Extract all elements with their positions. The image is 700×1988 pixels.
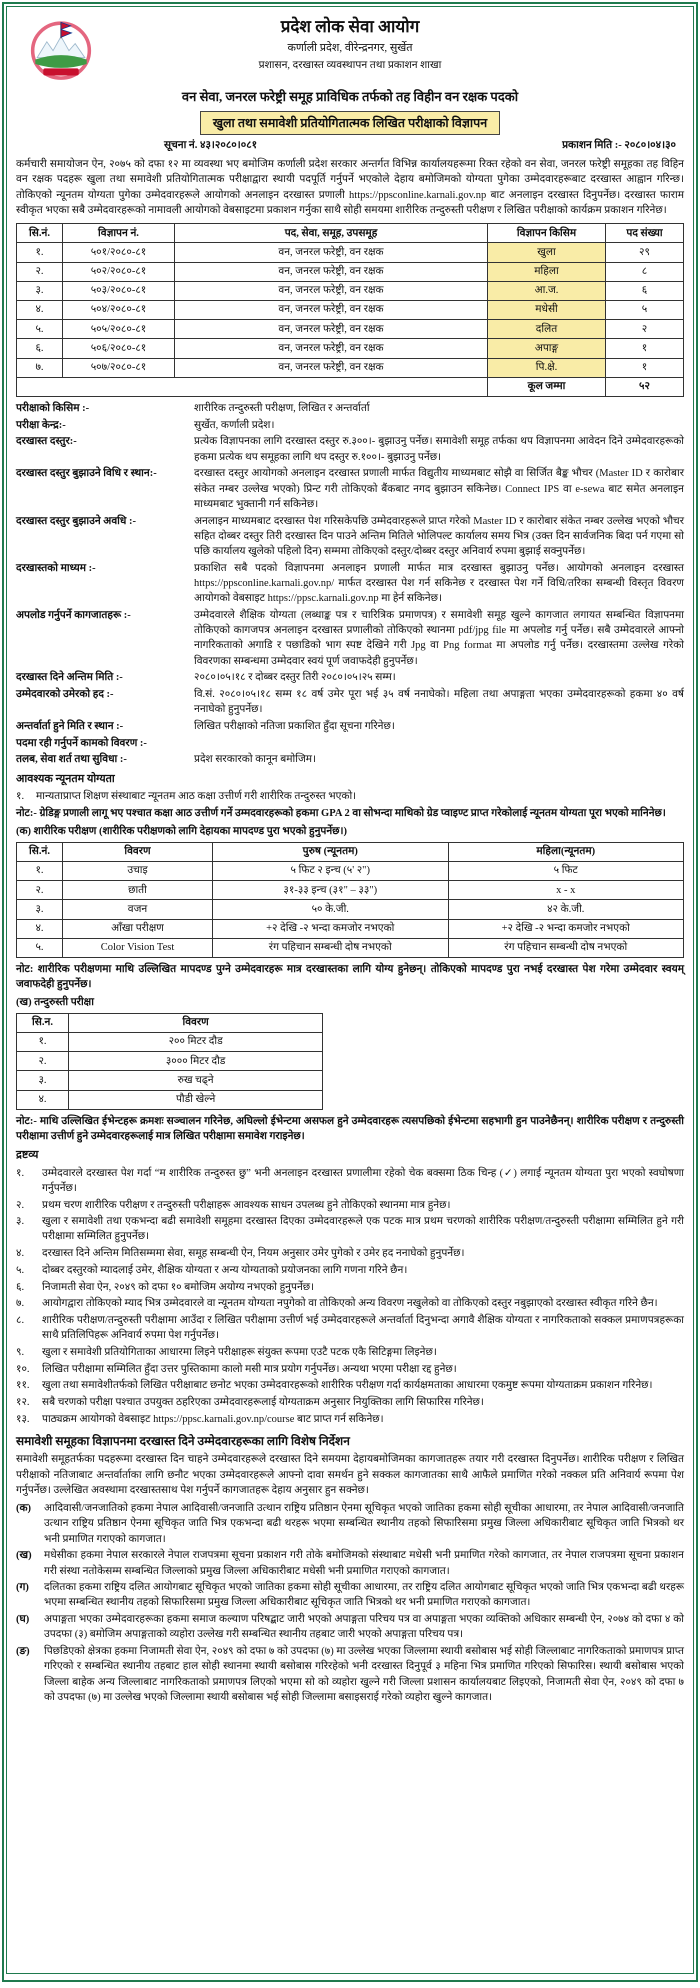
item-label: दरखास्त दस्तुर बुझाउने विधि र स्थान:-	[16, 468, 157, 480]
table-cell: ३.	[17, 281, 63, 300]
remark-item	[16, 1246, 684, 1261]
qualification-items	[16, 789, 684, 804]
table-cell: २	[606, 320, 684, 339]
table-cell: ३१-३३ इन्च (३१" – ३३")	[213, 881, 449, 900]
table-cell: ३००० मिटर दौड	[69, 1052, 323, 1071]
table-cell: ७.	[17, 358, 63, 377]
item-label: दरखास्तको माध्यम :-	[16, 562, 96, 574]
table-row	[17, 919, 684, 938]
document-page	[6, 6, 694, 1974]
item-text: लिखित परीक्षाको नतिजा प्रकाशित हुँदा सूचना गरिनेछ।	[194, 720, 395, 732]
remark-item	[16, 1378, 684, 1393]
remarks-list	[16, 1166, 684, 1428]
table-row	[17, 281, 684, 300]
qualification-note: नोट:- ग्रेडिङ्ग प्रणाली लागू भए पश्चात कक्षा आठ उत्तीर्ण गर्ने उम्मदवारहरूको हकमा GPA 2 वा सोभन्दा माथिको ग्रेड प्वाइण्ट प्राप्त गरेकोलाई न्यूनतम योग्यता पूरा भएको मानिनेछ।	[16, 808, 666, 820]
item-text: खुला तथा समावेशीतर्फको लिखित परीक्षाबाट छनोट भएका उम्मेदवारहरूको शारीरिक परीक्षण गर्दा कार्यक्षमताका आधारमा एकमुष्ट रूपमा योग्यताक्रम प्रकाशन गरिनेछ।	[42, 1380, 653, 1392]
item-label: १.	[16, 791, 25, 802]
item-text: दरखास्त दस्तुर आयोगको अनलाइन दरखास्त प्रणाली मार्फत विद्युतीय माध्यमबाट सोझै वा सिर्जित बैङ्क भौचर (Master ID र कारोबार संकेत नम्बर उल्लेख भएको) प्रिन्ट गरी तोकिएको बैंकबाट नगद बुझाउन सकिनेछ। Connect IPS वा e-sewa बाट समेत अनलाइन माध्यमबाट भुक्तानी गर्न सकिनेछ।	[194, 468, 684, 510]
item-label: ८.	[16, 1315, 25, 1327]
table-cell: ५० के.जी.	[213, 900, 449, 919]
table-cell: खुला	[488, 243, 606, 262]
item-label: ४.	[16, 1248, 25, 1260]
table-cell: १	[606, 339, 684, 358]
table-cell: रुख चढ्ने	[69, 1071, 323, 1090]
table-cell: मधेसी	[488, 300, 606, 319]
table-cell: अपाङ्ग	[488, 339, 606, 358]
table-cell: ५ फिट	[448, 861, 684, 880]
item-label: दरखास्त दस्तुर:-	[16, 436, 77, 448]
table-cell: २.	[17, 881, 63, 900]
table-row	[17, 262, 684, 281]
item-label: (घ)	[16, 1614, 30, 1626]
item-label: ३.	[16, 1216, 25, 1228]
vacancy-table-header-row	[17, 224, 684, 243]
column-header: पद संख्या	[606, 224, 684, 243]
physical-test-table	[16, 842, 684, 958]
column-header: विवरण	[69, 1013, 323, 1032]
table-row	[17, 881, 684, 900]
table-cell: ६.	[17, 339, 63, 358]
item-label: परीक्षा केन्द्र:-	[16, 419, 66, 431]
item-text: शारीरिक तन्दुरुस्ती परीक्षण, लिखित र अन्तर्वार्ता	[194, 403, 370, 415]
item-text: प्रदेश सरकारको कानून बमोजिम।	[194, 754, 317, 766]
table-cell: महिला	[488, 262, 606, 281]
column-header: महिला(न्यूनतम)	[448, 842, 684, 861]
table-cell: आ.ज.	[488, 281, 606, 300]
table-cell: वन, जनरल फरेष्ट्री, वन रक्षक	[175, 281, 488, 300]
table-cell: वन, जनरल फरेष्ट्री, वन रक्षक	[175, 243, 488, 262]
table-cell: ६	[606, 281, 684, 300]
column-header: पुरुष (न्यूनतम)	[213, 842, 449, 861]
item-label: ५.	[16, 1264, 25, 1276]
table-cell: छाती	[63, 881, 213, 900]
item-text: निजामती सेवा ऐन, २०४९ को दफा १० बमोजिम अयोग्य नभएको हुनुपर्नेछ।	[42, 1281, 315, 1293]
table-row	[17, 320, 684, 339]
detail-row	[16, 514, 684, 560]
table-cell: +२ देखि -२ भन्दा कमजोर नभएको	[448, 919, 684, 938]
item-text: दलितका हकमा राष्ट्रिय दलित आयोगबाट सूचिकृत भएको जातिका हकमा सोही सूचीका आधारमा, तर राष्ट्रिय दलित आयोगबाट सूचिकृत भएको जाति भित्र एकभन्दा बढी थरहरू भएमा सम्बन्धित स्थानीय तहको सिफारिसमा प्रमुख जिल्ला अधिकारीबाट सूचिकृत जाति भित्रको थर भनी प्रमाणित गराएको कागजात।	[44, 1582, 684, 1609]
item-text: उम्मेदवारले दरखास्त पेश गर्दा “म शारीरिक तन्दुरुस्त छु” भनी अनलाइन दरखास्त प्रणालीमा रहेको चेक बक्समा ठिक चिन्ह (✓) लगाई न्यूनतम योग्यता पुरा भएको स्वघोषणा गर्नुपर्नेछ।	[42, 1167, 684, 1194]
table-cell: वन, जनरल फरेष्ट्री, वन रक्षक	[175, 300, 488, 319]
item-label: १.	[16, 1167, 25, 1179]
table-cell: ५०१/२०८०-८१	[63, 243, 175, 262]
table-cell: १	[606, 358, 684, 377]
item-text: सबै चरणको परीक्षा पश्चात उपयुक्त ठहरिएका उम्मेदवारहरूलाई योग्यताक्रम अनुसार नियुक्तिका लागि सिफारिस गरिनेछ।	[42, 1397, 484, 1409]
org-branch: प्रशासन, दरखास्त व्यवस्थापन तथा प्रकाशन शाखा	[258, 59, 442, 71]
remark-item	[16, 1214, 684, 1244]
column-header: सि.न.	[17, 1013, 69, 1032]
item-text: सुर्खेत, कर्णाली प्रदेश।	[194, 419, 275, 431]
special-direction-item	[16, 1580, 684, 1610]
special-direction-item	[16, 1501, 684, 1547]
item-text: वि.सं. २०८०।०५।१८ सम्म १८ वर्ष उमेर पूरा भई ३५ वर्ष ननाघेको। महिला तथा अपाङ्गता भएका उम्मेदवारहरूको हकमा ४० वर्ष ननाघेको हुनुपर्नेछ।	[194, 688, 684, 716]
item-text: आयोगद्वारा तोकिएको म्याद भित्र उम्मेदवारले वा न्यूनतम योग्यता नपुगेको वा तोकिएको अन्य विवरण नखुलेको वा तोकिएको दस्तुर नबुझाएको दरखास्त स्वीकृत गरिने छैन।	[42, 1298, 658, 1310]
table-row	[17, 900, 684, 919]
column-header: सि.नं.	[17, 224, 63, 243]
item-label: ११.	[16, 1380, 30, 1392]
header-titles	[16, 15, 684, 73]
remark-item	[16, 1296, 684, 1311]
item-text: २०८०।०५।१८ र दोब्बर दस्तुर तिरी २०८०।०५।२५ सम्म।	[194, 672, 396, 684]
special-direction-item	[16, 1548, 684, 1578]
remark-item	[16, 1395, 684, 1410]
item-label: अन्तर्वार्ता हुने मिति र स्थान :-	[16, 720, 124, 732]
org-address: कर्णाली प्रदेश, वीरेन्द्रनगर, सुर्खेत	[287, 41, 413, 54]
table-cell: ५.	[17, 320, 63, 339]
table-cell: २०० मिटर दौड	[69, 1032, 323, 1051]
table-row	[17, 861, 684, 880]
item-text: प्रकाशित सबै पदको विज्ञापनमा अनलाइन प्रणाली मार्फत मात्र दरखास्त बुझाउनु पर्नेछ। आयोगको अनलाइन दरखास्त https://ppsconline.karnali.gov.np/ मार्फत दरखास्त पेश गर्न सकिनेछ र दरखास्त पेश गर्ने विधि/तरिका सम्बन्धी विस्तृत विवरण आयोगको वेबसाइट https://ppsc.karnali.gov.np मा हेर्न सकिनेछ।	[194, 562, 684, 605]
intro-paragraph: कर्मचारी समायोजन ऐन, २०७५ को दफा १२ मा व्यवस्था भए बमोजिम कर्णाली प्रदेश सरकार अन्तर्गत विभिन्न कार्यालयहरूमा रिक्त रहेको वन सेवा, जनरल फरेष्ट्री समूहका तह विहिन वन रक्षक पदहरू खुला तथा समावेशी प्रतियोगितात्मक परीक्षाद्वारा स्थायी पदपूर्ति गर्नुपर्ने भएकोले देहाय बमोजिमको योग्यता पुगेका उम्मेदवारहरूबाट दरखास्त आह्वान गरिन्छ। तोकिएको न्यूनतम योग्यता पुगेका उम्मेदवारहरूले आयोगको अनलाइन दरखास्त प्रणाली https://ppsconline.karnali.gov.np बाट अनलाइन दरखास्त दिनुपर्नेछ। दरखास्त फाराम स्वीकृत भएका सबै उम्मेदवारहरूको नामावली आयोगको वेबसाइटमा प्रकाशन गर्नुका साथै सोही समयमा शारीरिक तन्दुरुस्ती परीक्षण र लिखित परीक्षाको कार्यक्रम प्रकाशन गरिनेछ।	[16, 159, 684, 216]
detail-row	[16, 719, 684, 734]
table-cell: ४.	[17, 1090, 69, 1109]
item-text: प्रत्येक विज्ञापनका लागि दरखास्त दस्तुर रु.३००।- बुझाउनु पर्नेछ। समावेशी समूह तर्फका थप विज्ञापनमा आवेदन दिने उम्मेदवारहरूको हकमा प्रत्येक थप समूहका लागि थप दस्तुर रु.१००।- बुझाउनु पर्नेछ।	[194, 436, 684, 463]
fitness-test-table	[16, 1013, 323, 1110]
service-title: वन सेवा, जनरल फरेष्ट्री समूह प्राविधिक तर्फको तह विहीन वन रक्षक पदको	[181, 89, 519, 104]
column-header: विज्ञापन नं.	[63, 224, 175, 243]
detail-row	[16, 434, 684, 464]
page-frame	[2, 2, 698, 1982]
item-label: उम्मेदवारको उमेरको हद :-	[16, 688, 114, 700]
table-row	[17, 243, 684, 262]
org-name: प्रदेश लोक सेवा आयोग	[280, 17, 420, 36]
fitness-section-heading: (ख) तन्दुरुस्ती परीक्षा	[16, 997, 94, 1009]
item-label: १३.	[16, 1413, 30, 1425]
item-label: ९.	[16, 1347, 25, 1358]
detail-row	[16, 561, 684, 607]
table-cell: ५०२/२०८०-८१	[63, 262, 175, 281]
item-text: प्रथम चरण शारीरिक परीक्षण र तन्दुरुस्ती परीक्षाहरू आवश्यक साधन उपलब्ध हुने तोकिएको स्थानमा मात्र हुनेछ।	[42, 1199, 451, 1211]
table-cell: वन, जनरल फरेष्ट्री, वन रक्षक	[175, 339, 488, 358]
item-label: २.	[16, 1199, 25, 1211]
item-label: दरखास्त दस्तुर बुझाउने अवधि :-	[16, 515, 136, 527]
table-cell: ५०७/२०८०-८१	[63, 358, 175, 377]
item-text: अपाङ्गता भएका उम्मेदवारहरूका हकमा समाज कल्याण परिषद्बाट जारी भएको अपाङ्गता परिचय पत्र वा अपाङ्गता भएका व्यक्तिको अधिकार सम्बन्धी ऐन, २०७४ को दफा ४ को उपदफा (३) बमोजिम अपाङ्गताको व्यहोरा उल्लेख गरी सम्बन्धित स्थानीय तहबाट जारी भएको अपाङ्गता परिचय पत्र।	[44, 1614, 684, 1641]
table-cell: ५०४/२०८०-८१	[63, 300, 175, 319]
special-directions-heading: समावेशी समूहका विज्ञापनमा दरखास्त दिने उम्मेदवारहरूका लागि विशेष निर्देशन	[16, 1434, 350, 1449]
total-value: ५२	[606, 377, 684, 396]
remark-item	[16, 1362, 684, 1377]
item-text: खुला र समावेशी तथा एकभन्दा बढी समावेशी समूहमा दरखास्त दिएका उम्मेदवारहरूले एक पटक मात्र प्रथम चरणको शारीरिक परीक्षण/तन्दुरुस्ती परीक्षामा सम्मिलित हुने गरी परीक्षामा सम्मिलित हुनुपर्नेछ।	[42, 1216, 684, 1243]
detail-row	[16, 687, 684, 717]
table-cell: आँखा परीक्षण	[63, 919, 213, 938]
table-cell: दलित	[488, 320, 606, 339]
table-cell: Color Vision Test	[63, 938, 213, 957]
table-row	[17, 300, 684, 319]
detail-row	[16, 418, 684, 433]
remark-item	[16, 1313, 684, 1343]
special-direction-item	[16, 1612, 684, 1642]
table-row	[17, 1071, 323, 1090]
table-cell: २९	[606, 243, 684, 262]
qualification-item	[16, 789, 684, 804]
table-row	[17, 358, 684, 377]
table-cell: ८	[606, 262, 684, 281]
remark-item	[16, 1198, 684, 1213]
table-cell: ५०६/२०८०-८१	[63, 339, 175, 358]
column-header: सि.नं.	[17, 842, 63, 861]
table-cell: रंग पहिचान सम्बन्धी दोष नभएको	[448, 938, 684, 957]
table-cell: +२ देखि -२ भन्दा कमजोर नभएको	[213, 919, 449, 938]
item-text: आदिवासी/जनजातिको हकमा नेपाल आदिवासी/जनजाति उत्थान राष्ट्रिय प्रतिष्ठान ऐनमा सूचिकृत भएको जातिका हकमा सोही सूचीका आधारमा, तर नेपाल आदिवासी/जनजाति उत्थान राष्ट्रिय प्रतिष्ठान ऐनमा सूचिकृत जाति भित्र एकभन्दा बढी थरहरू भएमा सम्बन्धित स्थानीय तहको सिफारिसमा प्रमुख जिल्ला अधिकारीबाट सूचिकृत जाति भित्रको थर भनी प्रमाणित गराएको कागजात।	[44, 1503, 684, 1545]
table-row	[17, 1090, 323, 1109]
item-label: (क)	[16, 1503, 32, 1515]
table-cell: वन, जनरल फरेष्ट्री, वन रक्षक	[175, 262, 488, 281]
item-label: अपलोड गर्नुपर्ने कागजातहरू :-	[16, 609, 131, 621]
table-cell: वजन	[63, 900, 213, 919]
advert-title-wrap	[16, 111, 684, 135]
item-label: (ग)	[16, 1582, 29, 1594]
special-direction-item	[16, 1644, 684, 1705]
table-cell: १.	[17, 243, 63, 262]
total-label: कूल जम्मा	[488, 377, 606, 396]
table-cell: वन, जनरल फरेष्ट्री, वन रक्षक	[175, 358, 488, 377]
physical-table-header-row	[17, 842, 684, 861]
table-cell: पि.क्षे.	[488, 358, 606, 377]
item-label: दरखास्त दिने अन्तिम मिति :-	[16, 672, 123, 684]
table-row	[17, 1032, 323, 1051]
item-label: (ङ)	[16, 1646, 30, 1658]
detail-row	[16, 401, 684, 416]
table-cell: ४२ के.जी.	[448, 900, 684, 919]
table-cell: ५	[606, 300, 684, 319]
item-label: १२.	[16, 1397, 30, 1409]
vacancy-table	[16, 223, 684, 397]
column-header: पद, सेवा, समूह, उपसमूह	[175, 224, 488, 243]
item-text: उम्मेदवारले शैक्षिक योग्यता (लब्धाङ्क पत्र र चारित्रिक प्रमाणपत्र) र समावेशी समूह खुल्ने कागजात लगायत सम्बन्धित विज्ञापनमा तोकिएको कागजपत्र अनलाइन दरखास्त प्रणालीको तोकिएको स्थानमा pdf/jpg file मा अपलोड गर्नु पर्नेछ। सबै उम्मेदवारले आफ्नो नागरिकताको अगाडि र पछाडिको भाग स्पष्ट देखिने गरी Jpg वा Png format मा अपलोड गर्नु पर्नेछ। दरखास्तमा उल्लेख गरेको विवरणका सम्बन्धमा उम्मेदवार स्वयं पूर्ण जवाफदेही हुनुपर्नेछ।	[194, 609, 684, 667]
nepal-emblem-icon	[30, 15, 92, 81]
table-cell: वन, जनरल फरेष्ट्री, वन रक्षक	[175, 320, 488, 339]
item-text: मधेसीका हकमा नेपाल सरकारले नेपाल राजपत्रमा सूचना प्रकाशन गरी तोके बमोजिमको संस्थाबाट मधेसी भनी प्रमाणित गरेको कागजात, तर नेपाल राजपत्रमा सूचना प्रकाशन गरी संस्था नतोकेसम्म सम्बन्धित जिल्लाको प्रमुख जिल्ला अधिकारीबाट मधेसी भनी प्रमाणित गराएको कागजात।	[44, 1550, 684, 1577]
fitness-table-header-row	[17, 1013, 323, 1032]
special-directions-list	[16, 1501, 684, 1705]
remarks-heading: द्रष्टव्य	[16, 1149, 39, 1162]
table-cell: ५.	[17, 938, 63, 957]
item-label: १०.	[16, 1363, 30, 1375]
table-cell: १.	[17, 1032, 69, 1051]
detail-row	[16, 670, 684, 685]
table-cell: रंग पहिचान सम्बन्धी दोष नभएको	[213, 938, 449, 957]
remark-item	[16, 1345, 684, 1360]
table-cell: ५ फिट २ इन्च (५' २")	[213, 861, 449, 880]
detail-row	[16, 752, 684, 767]
column-header: विज्ञापन किसिम	[488, 224, 606, 243]
item-label: तलब, सेवा शर्त तथा सुविधा :-	[16, 754, 127, 766]
item-label: ६.	[16, 1281, 25, 1293]
table-cell: x - x	[448, 881, 684, 900]
table-cell: ५०३/२०८०-८१	[63, 281, 175, 300]
table-cell: उचाइ	[63, 861, 213, 880]
table-cell: १.	[17, 861, 63, 880]
remark-item	[16, 1280, 684, 1295]
item-text: लिखित परीक्षामा सम्मिलित हुँदा उत्तर पुस्तिकामा कालो मसी मात्र प्रयोग गर्नुपर्नेछ। अन्यथा भएमा परीक्षा रद्द हुनेछ।	[42, 1363, 457, 1375]
notice-number: सूचना नं. ४३।२०८०।०८१	[164, 139, 258, 151]
remark-item	[16, 1263, 684, 1278]
item-label: ७.	[16, 1298, 25, 1310]
physical-note: नोट: शारीरिक परीक्षणमा माथि उल्लिखित मापदण्ड पुग्ने उम्मेदवारहरू मात्र दरखास्तका लागि योग्य हुनेछन्। तोकिएको मापदण्ड पुरा नभई दरखास्त पेश गरेमा उम्मेदवार स्वयम् जवाफदेही हुनुपर्नेछ।	[16, 963, 684, 991]
item-text: दरखास्त दिने अन्तिम मितिसम्ममा सेवा, समूह सम्बन्धी ऐन, नियम अनुसार उमेर पुगेको र उमेर हद ननाघेको हुनुपर्नेछ।	[42, 1248, 465, 1260]
physical-section-heading: (क) शारीरिक परीक्षण (शारीरिक परीक्षणको लागि देहायका मापदण्ड पुरा भएको हुनुपर्नेछ।)	[16, 826, 348, 838]
fitness-note: नोट:- माथि उल्लिखित ईभेन्टहरू क्रमशः सञ्चालन गरिनेछ, अघिल्लो ईभेन्टमा असफल हुने उम्मेदवारहरू त्यसपछिको ईभेन्टमा सहभागी हुन पाउनेछैनन्। शारीरिक परीक्षण र तन्दुरुस्ती परीक्षामा उत्तीर्ण हुने उम्मेदवारहरूलाई मात्र लिखित परीक्षामा समावेश गराइनेछ।	[16, 1115, 684, 1142]
document-header	[16, 13, 684, 85]
table-cell: ४.	[17, 300, 63, 319]
detail-row	[16, 608, 684, 669]
vacancy-total-row	[17, 377, 684, 396]
table-cell: ४.	[17, 919, 63, 938]
item-text: पिछडिएको क्षेत्रका हकमा निजामती सेवा ऐन, २०४९ को दफा ७ को उपदफा (७) मा उल्लेख भएका जिल्लामा स्थायी बसोबास भई सोही जिल्लाबाट नागरिकताको प्रमाणपत्र प्राप्त गरिएको र सम्बन्धित स्थानीय तहबाट हाल सोही स्थानमा स्थायी बसोबास गरिरहेको भनी दरखास्त दिनुपूर्व ३ महिना भित्र प्रमाणित गरिएको सिफारिस। स्थायी बसोबास भएको जिल्ला बाहेक अन्य जिल्लाबाट नागरिकताको प्रमाणपत्र लिएको भएमा सो को व्यहोरा खुल्ने गरी जिल्ला प्रशासन कार्यालयबाट लिइएको, निजामती सेवा ऐन, २०४९ को दफा ७ को उपदफा (७) मा उल्लेख भएको जिल्लामा स्थायी बसोबास भई सोही जिल्लामा बसाइसराई गरेको व्यहोरा खुल्ने कागजात।	[44, 1646, 684, 1703]
advert-title: खुला तथा समावेशी प्रतियोगितात्मक लिखित परीक्षाको विज्ञापन	[200, 111, 500, 135]
item-text: मान्यताप्राप्त शिक्षण संस्थाबाट न्यूनतम आठ कक्षा उत्तीर्ण गरी शारीरिक तन्दुरुस्त भएको।	[36, 791, 357, 802]
table-row	[17, 938, 684, 957]
table-cell: २.	[17, 262, 63, 281]
item-text: खुला र समावेशी प्रतियोगिताका आधारमा लिइने परीक्षाहरू संयुक्त रूपमा एउटै पटक एकै सिटिङ्गमा लिइनेछ।	[42, 1347, 437, 1358]
item-text: पाठ्यक्रम आयोगको वेबसाइट https://ppsc.karnali.gov.np/course बाट प्राप्त गर्न सकिनेछ।	[42, 1413, 384, 1425]
publish-date: प्रकाशन मिति :- २०८०।०४।३०	[562, 139, 676, 151]
remark-item	[16, 1166, 684, 1196]
empty-cell	[17, 377, 488, 396]
item-text	[194, 736, 684, 751]
details-list	[16, 401, 684, 768]
item-label: परीक्षाको किसिम :-	[16, 403, 90, 415]
detail-row	[16, 736, 684, 751]
item-label: (ख)	[16, 1550, 32, 1562]
column-header: विवरण	[63, 842, 213, 861]
item-text: अनलाइन माध्यमबाट दरखास्त पेश गरिसकेपछि उम्मेदवारहरूले प्राप्त गरेको Master ID र कारोबार संकेत नम्बर उल्लेख भएको भौचर सहित दोब्बर दस्तुर तिरी दरखास्त दिन पाउने अन्तिम मितिले भोलिपल्ट कार्यालय समय भित्र (उक्त दिन सार्वजनिक बिदा पर्न गएमा सो पछि कार्यालय खुलेको पहिलो दिन) सम्ममा तोकिएको दस्तुर/दोब्बर दस्तुर अनिवार्य रुपमा बुझाई सक्नुपर्नेछ।	[194, 515, 684, 557]
remark-item	[16, 1412, 684, 1427]
table-cell: ५०५/२०८०-८१	[63, 320, 175, 339]
special-directions-intro: समावेशी समूहतर्फका पदहरूमा दरखास्त दिन चाहने उम्मेदवारहरूले दरखास्त दिने समयमा देहायबमोजिमका कागजातहरू तयार गरी दरखास्त दिनुपर्नेछ। शारीरिक परीक्षण र लिखित परीक्षाको नतिजाबाट अन्तर्वार्ताका लागि छनौट भएका उम्मेदवारहरूले आफ्नो दावा समर्थन हुने सक्कल कागजातका साथै आफैले प्रमाणित गरेको नक्कल प्रति अनिवार्य रूपमा पेश गर्नुपर्नेछ। उल्लेखित अवस्थामा दरखास्तसाथ पेश गर्नुपर्ने कागजातहरू देहाय अनुसार हुन सक्नेछ।	[16, 1454, 684, 1496]
item-text: शारीरिक परीक्षण/तन्दुरुस्ती परीक्षामा आउँदा र लिखित परीक्षामा उत्तीर्ण भई उम्मेदवारहरूले अन्तर्वार्ता दिनुभन्दा अगावै शैक्षिक योग्यता र नागरिकताको सक्कल प्रमाणपत्रहरूका साथै प्रतिलिपिहरू अनिवार्य रुपमा पेश गर्नुपर्नेछ।	[42, 1315, 684, 1342]
item-label: पदमा रही गर्नुपर्ने कामको विवरण :-	[16, 737, 147, 749]
table-row	[17, 1052, 323, 1071]
table-cell: ३.	[17, 1071, 69, 1090]
notice-row	[16, 138, 684, 153]
detail-row	[16, 466, 684, 512]
qualification-heading: आवश्यक न्यूनतम योग्यता	[16, 772, 115, 785]
table-cell: २.	[17, 1052, 69, 1071]
item-text: दोब्बर दस्तुरको म्यादलाई उमेर, शैक्षिक योग्यता र अन्य योग्यताको प्रयोजनका लागि गणना गरिने छैन।	[42, 1264, 408, 1276]
table-row	[17, 339, 684, 358]
table-cell: ३.	[17, 900, 63, 919]
table-cell: पौडी खेल्ने	[69, 1090, 323, 1109]
